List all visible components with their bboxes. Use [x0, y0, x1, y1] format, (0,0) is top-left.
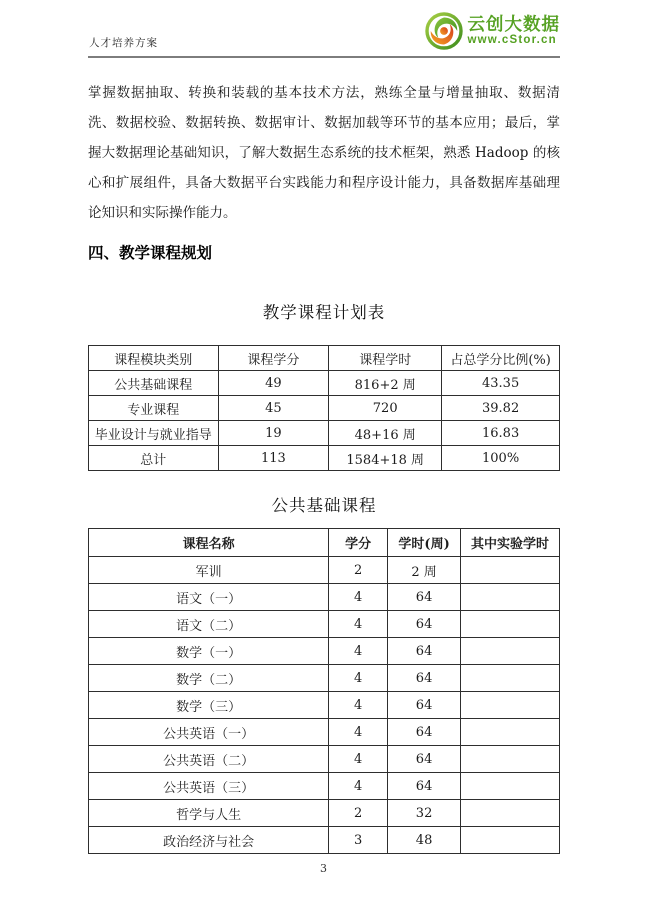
table-cell: 4: [329, 746, 388, 773]
page-number: 3: [320, 862, 327, 875]
table-cell: 48: [388, 827, 461, 854]
column-header: 课程名称: [89, 529, 329, 557]
table-cell: [461, 746, 560, 773]
column-header: 其中实验学时: [461, 529, 560, 557]
table-cell: 4: [329, 584, 388, 611]
table-cell: 4: [329, 692, 388, 719]
table-cell: [461, 719, 560, 746]
intro-paragraph: 掌握数据抽取、转换和装载的基本技术方法，熟练全量与增量抽取、数据清洗、数据校验、数据转换、数据审计、数据加载等环节的基本应用；最后，掌握大数据理论基础知识，了解大数据生态系统的技术框架，熟悉 Hadoop 的核心和扩展组件，具备大数据平台实践能力和程序设计能力，具备数据库基础理论知识和实际操作能力。: [88, 85, 560, 221]
table-cell: 39.82: [442, 396, 560, 421]
table-cell: [461, 638, 560, 665]
table-cell: 2: [329, 557, 388, 584]
table-header-row: [89, 346, 560, 371]
table-cell: 公共基础课程: [89, 371, 219, 396]
table-cell: 2 周: [388, 557, 461, 584]
table-cell: 16.83: [442, 421, 560, 446]
table-cell: 64: [388, 719, 461, 746]
table-cell: 公共英语（二）: [89, 746, 329, 773]
table-cell: 48+16 周: [329, 421, 442, 446]
table-cell: 2: [329, 800, 388, 827]
column-header: 占总学分比例(%): [442, 346, 560, 371]
table-cell: 语文（二）: [89, 611, 329, 638]
table-cell: 语文（一）: [89, 584, 329, 611]
table-row: [89, 692, 560, 719]
table-cell: 公共英语（一）: [89, 719, 329, 746]
table-cell: 49: [218, 371, 329, 396]
table-header-row: [89, 529, 560, 557]
table-cell: 数学（一）: [89, 638, 329, 665]
table-body: [89, 557, 560, 854]
table-row: [89, 446, 560, 471]
table-row: [89, 827, 560, 854]
column-header: 学分: [329, 529, 388, 557]
table-cell: 专业课程: [89, 396, 219, 421]
table-cell: [461, 800, 560, 827]
column-header: 学时(周): [388, 529, 461, 557]
column-header: 课程学时: [329, 346, 442, 371]
table-cell: 113: [218, 446, 329, 471]
table-cell: 4: [329, 665, 388, 692]
table-row: [89, 746, 560, 773]
table-cell: [461, 665, 560, 692]
table-row: [89, 584, 560, 611]
logo-text-block: [467, 13, 561, 47]
logo-url-text: www.cStor.cn: [467, 34, 557, 46]
table-row: [89, 665, 560, 692]
table-cell: 816+2 周: [329, 371, 442, 396]
table-cell: [461, 827, 560, 854]
table-cell: 公共英语（三）: [89, 773, 329, 800]
course-plan-table-title: 教学课程计划表: [262, 303, 386, 322]
table-cell: 数学（二）: [89, 665, 329, 692]
table-cell: [461, 611, 560, 638]
course-plan-table: [88, 345, 560, 471]
table-cell: 64: [388, 584, 461, 611]
table-row: [89, 396, 560, 421]
table-cell: 720: [329, 396, 442, 421]
table-cell: 64: [388, 746, 461, 773]
basic-courses-table: [88, 528, 560, 854]
table-cell: 64: [388, 773, 461, 800]
table-cell: 19: [218, 421, 329, 446]
table-cell: [461, 773, 560, 800]
table-cell: 64: [388, 611, 461, 638]
table-cell: 总计: [89, 446, 219, 471]
table-cell: [461, 692, 560, 719]
page-header: [88, 0, 560, 58]
column-header: 课程学分: [218, 346, 329, 371]
table-row: [89, 638, 560, 665]
table-cell: 毕业设计与就业指导: [89, 421, 219, 446]
table-cell: 政治经济与社会: [89, 827, 329, 854]
column-header: 课程模块类别: [89, 346, 219, 371]
table-cell: 43.35: [442, 371, 560, 396]
table-row: [89, 800, 560, 827]
table-cell: 1584+18 周: [329, 446, 442, 471]
table-cell: [461, 584, 560, 611]
company-logo: [424, 11, 561, 51]
table-cell: 32: [388, 800, 461, 827]
table-cell: 数学（三）: [89, 692, 329, 719]
table-cell: 64: [388, 638, 461, 665]
table-cell: [461, 557, 560, 584]
table-cell: 哲学与人生: [89, 800, 329, 827]
table-cell: 45: [218, 396, 329, 421]
table-row: [89, 421, 560, 446]
table-row: [89, 611, 560, 638]
table-row: [89, 719, 560, 746]
table-cell: 4: [329, 773, 388, 800]
table-row: [89, 773, 560, 800]
table-row: [89, 371, 560, 396]
logo-brand-text: 云创大数据: [467, 13, 560, 34]
table-row: [89, 557, 560, 584]
table-cell: 64: [388, 665, 461, 692]
table-cell: 100%: [442, 446, 560, 471]
header-doc-title: 人才培养方案: [89, 37, 158, 49]
table-body: [89, 371, 560, 471]
table-cell: 4: [329, 638, 388, 665]
table-cell: 3: [329, 827, 388, 854]
table-cell: 军训: [89, 557, 329, 584]
table-cell: 64: [388, 692, 461, 719]
table-cell: 4: [329, 611, 388, 638]
cstor-swirl-icon: [424, 11, 464, 51]
table-cell: 4: [329, 719, 388, 746]
section-heading: 四、教学课程规划: [88, 245, 213, 262]
basic-courses-table-title: 公共基础课程: [271, 496, 377, 515]
